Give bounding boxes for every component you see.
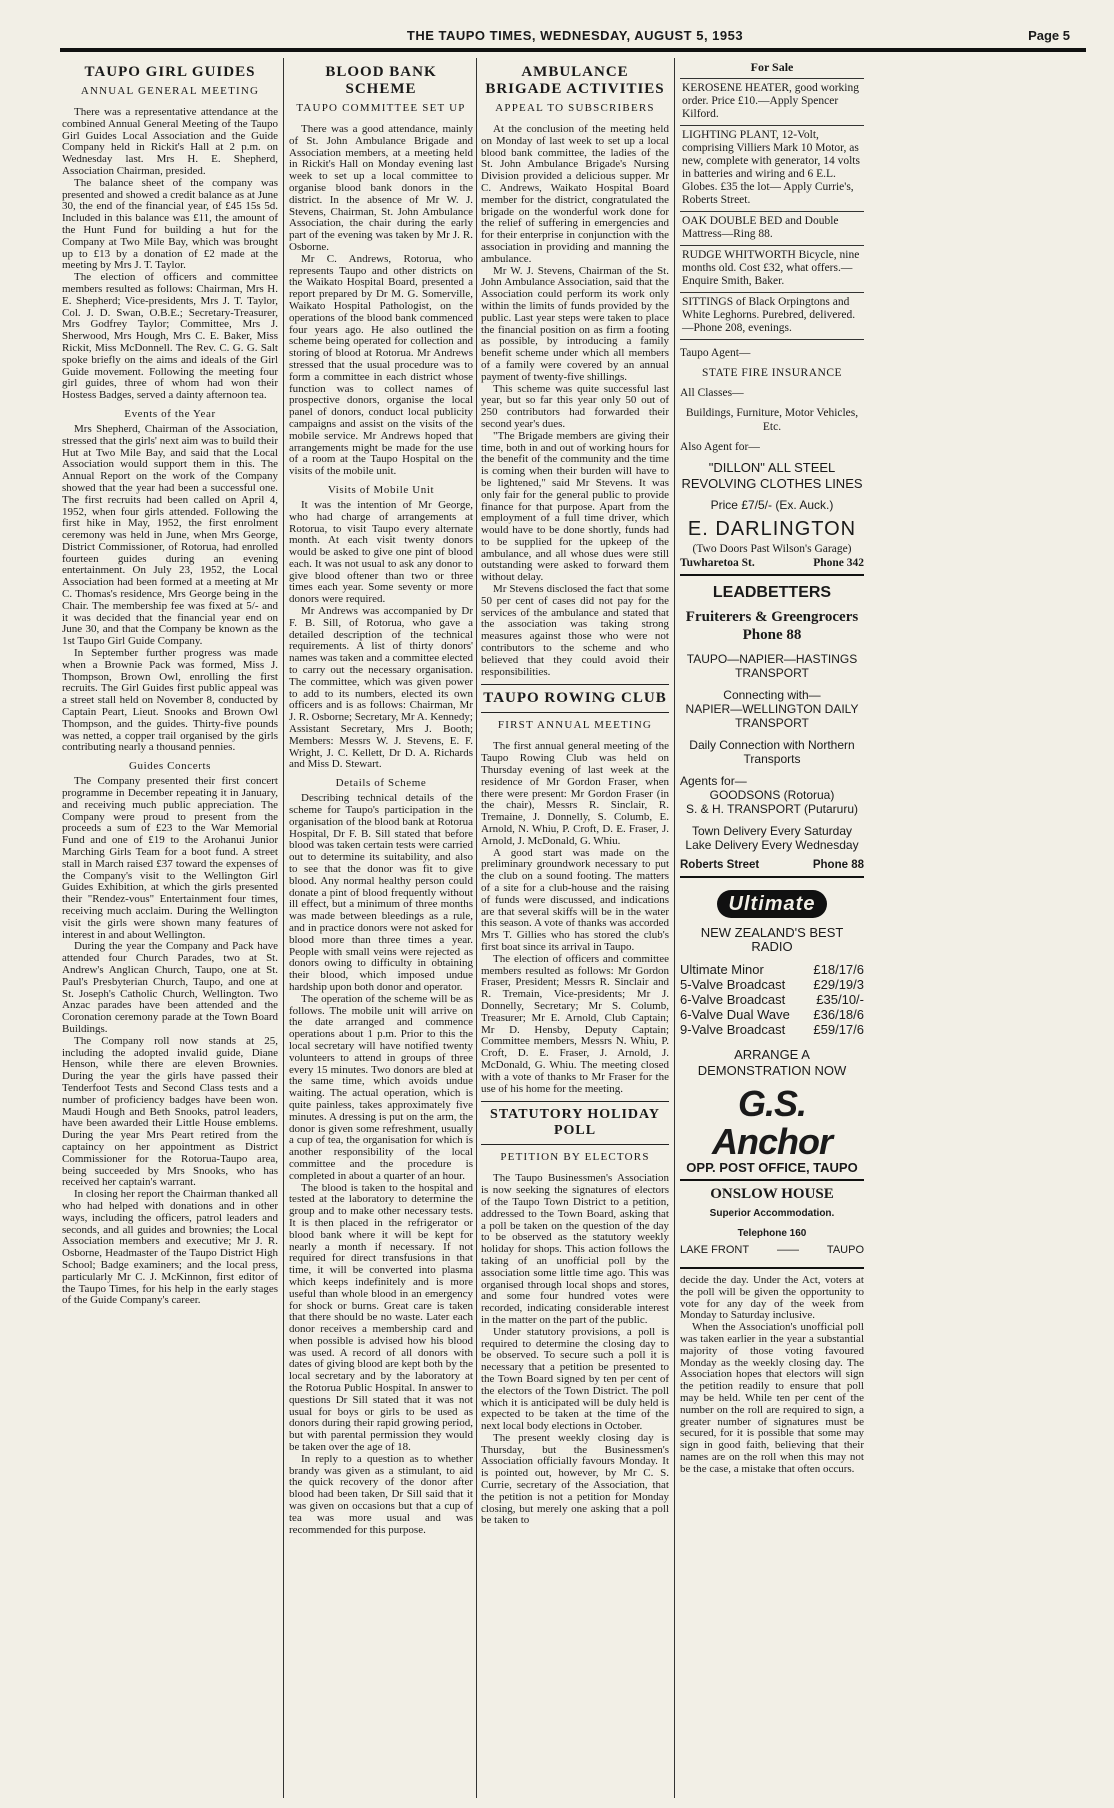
sf-phone: Phone 342 (813, 557, 864, 569)
masthead-rule (60, 48, 1086, 52)
sf-kinds: Buildings, Furniture, Motor Vehicles, Etc. (685, 407, 859, 433)
ultimate-tagline: NEW ZEALAND'S BEST RADIO (700, 925, 844, 954)
blood-para: Mr C. Andrews, Rotorua, who represents Taupo and other districts on the Waikato Hospital Board, presented a report prepared by Dr M. G. Somerville, Waikato Hospital Pathologist, on the operations of the blood bank commenced four years ago. He also outlined the scheme being operated for collection and storing of blood at Rotorua. Mr Andrews stressed that the usual procedure was to form a committee in each district whose function was to collect names of prospective donors, organise the local panel of donors, conduct local publicity campaigns and assist on the visits of the mobile service. Mr Andrews hoped that arrangements might be made for the use of a room at the Taupo Hospital on the visits of the mobile unit. (289, 252, 473, 478)
lb-agents: Agents for— (680, 774, 747, 788)
ultimate-radio-ad (680, 878, 864, 1181)
masthead (66, 28, 1084, 48)
poll-para: Under statutory provisions, a poll is required to determine the closing day to be observed. To secure such a poll it is necessary that a petition be presented to the Town Board signed by ten per cent of the electors of the Town District. The poll which it is anticipated will be duly held is expected to be taken at the time of the next local body elections in October. (481, 1325, 669, 1433)
lb-trade: Fruiterers & Greengrocers (685, 609, 859, 625)
gs-anchor-logo: G.S. Anchor (712, 1083, 832, 1162)
blood-para: The blood is taken to the hospital and tested at the laboratory to determine the group and to make other necessary tests. It is then placed in the refrigerator or blood bank where it will be kept for nearly a month if necessary. If not required for direct transfusions in that time, it will be converted into plasma which keeps indefinitely and is more useful than whole blood in an emergency for shock or burns. Great care is taken that there should be no waste. Later each donor receives a membership card and when possible is advised how his blood was used. A record of all donors with dates of giving blood are kept both by the local secretary and by the laboratory at the Rotorua Public Hospital. In answer to questions Dr Sill stated that it was not usual for boys or girls to be used as donors during their rapid growing period, but with parental permission they would be taken over the age of 18. (289, 1181, 473, 1454)
lb-transport: TAUPO—NAPIER—HASTINGS TRANSPORT (686, 652, 858, 680)
column-divider (674, 58, 675, 1798)
model-price: £59/17/6 (813, 1022, 864, 1037)
blood-para: Mr Andrews was accompanied by Dr F. B. Sill, of Rotorua, who gave a detailed description of the technical requirements. A list of thirty donors' names was taken and a committee elected to carry out the necessary organisation. The committee, which was given power to add to its numbers, elected its own officers and is as follows: Chairman, Mr J. R. Osborne; Secretary, Mr A. Kennedy; Assistant Secretary, Mrs J. Booth; Members: Messrs W. J. Stevens, E. F. Wright, J. C. Kellett, Dr D. A. Richards and Miss D. Stewart. (289, 605, 473, 771)
lb-lake: Lake Delivery Every Wednesday (685, 838, 859, 852)
price-row (680, 992, 864, 1007)
price-row (680, 1007, 864, 1022)
anchor-address: OPP. POST OFFICE, TAUPO (686, 1160, 858, 1175)
ambulance-para: "The Brigade members are giving their time, both in and out of working hours for the benefit of the community and the time is coming when their burden will have to be lightened," said Mr Stevens. It was only fair for the general public to provide finance for that purpose. Apart from the employment of a full time driver, which would have to be done shortly, funds had to be supplied for the upkeep of the ambulance, and all whose dues were still outstanding were asked to forward them without delay. (481, 429, 669, 584)
guides-para: There was a representative attendance at the combined Annual General Meeting of the Taupo Girl Guides Local Association and the Guide Company held in Rickit's Hall at 2 p.m. on Wednesday last. Mrs H. E. Shepherd, Association Chairman, presided. (62, 106, 278, 177)
guides-para: The Company presented their first concert programme in December repeating it in January, and receiving much public appreciation. The Company were proud to present from the proceeds a sum of £23 to the War Memorial Fund and one of £19 to the Arohanui Junior Marching Girls Team for a boot fund. A street stall in March raised £37 toward the expenses of the Company's visit to the Wellington Girl Guides Exhibition, at which the girls presented their "Rendez-vous" Entertainment four times, receiving much acclaim. During the Wellington visit the girls were shown many features of interest in and about Wellington. (62, 775, 278, 941)
lb-phone2: Phone 88 (812, 859, 864, 871)
sf-street: Tuwharetoa St. (680, 557, 755, 569)
ultimate-logo: Ultimate (717, 890, 827, 918)
sf-company: STATE FIRE INSURANCE (701, 367, 843, 379)
poll-para: The present weekly closing day is Thursday, but the Businessmen's Association officially favours Monday. It is pointed out, however, by Mr C. S. Currie, secretary of the Association, that the petition is not a petition for Monday closing, but merely one asking that a poll be taken to (481, 1431, 669, 1527)
guides-para: In closing her report the Chairman thanked all who had helped with donations and in other ways, including the officers, patrol leaders and seconds, and all guides and brownies; the Local Association members and executive; Mr J. R. Osborne, Headmaster of the Taupo District High School; Badge examiners; and the local press, particularly Mr C. J. McKinnon, first editor of the Taupo Times, for his help in the early stages of the Guide Company's career. (62, 1188, 278, 1307)
poll-headline: STATUTORY HOLIDAY POLL (490, 1107, 660, 1139)
classified-ad: KEROSENE HEATER, good working order. Price £10.—Apply Spencer Kilford. (680, 79, 864, 126)
column-ambulance (481, 58, 669, 1798)
lb-goodsons: GOODSONS (Rotorua) (709, 788, 835, 802)
onslow-house-ad (680, 1181, 864, 1261)
page-number: Page 5 (1028, 28, 1070, 43)
lb-connecting: Connecting with— (723, 688, 821, 702)
price-row (680, 1022, 864, 1037)
guides-para: The Company roll now stands at 25, including the adopted invalid guide, Diane Henson, while there are eleven Brownies. During the year the girls have passed their Tenderfoot Tests and Second Class tests and a number of proficiency badges have been won. Maudi Hough and Beth Snooks, patrol leaders, have been awarded their Little House emblems. During the year Mrs Peart retired from the captaincy on her appointment as District Commissioner for the Rotorua-Taupo area, being succeeded by Mrs Snooks, who has received her captain's warrant. (62, 1034, 278, 1189)
model-price: £36/18/6 (813, 1007, 864, 1022)
rowing-para: The first annual general meeting of the Taupo Rowing Club was held on Thursday evening of last week at the residence of Mr Gordon Fraser, when there were present: Mr Gordon Fraser (in the chair), Messrs R. Sinclair, R. Tremaine, J. Donnelly, S. Columb, E. Arnold, N. Whiu, P. Croft, D. E. Fraser, J. Arnold, J. McDonald, G. Whiu. (481, 740, 669, 847)
lb-sh: S. & H. TRANSPORT (Putaruru) (685, 802, 859, 816)
poll-header (481, 1101, 669, 1145)
masthead-title: THE TAUPO TIMES, WEDNESDAY, AUGUST 5, 1953 (406, 28, 744, 43)
ambulance-para: This scheme was quite successful last year, but so far this year only 50 out of 250 contributors had forwarded their second year's dues. (481, 382, 669, 430)
blood-para: In reply to a question as to whether brandy was given as a stimulant, to aid the quick recovery of the donor after blood had been taken, Dr Sill said that it was given on occasions but that a cup of tea was more usual and was recommended for this purpose. (289, 1452, 473, 1536)
blood-details-head: Details of Scheme (335, 777, 427, 790)
price-row (680, 977, 864, 992)
leadbetters-ad (680, 576, 864, 878)
sf-name: E. DARLINGTON (687, 518, 857, 540)
classified-ad: RUDGE WHITWORTH Bicycle, nine months old. Cost £32, what offers.—Enquire Smith, Baker. (680, 246, 864, 293)
blood-visits-head: Visits of Mobile Unit (327, 483, 435, 496)
column-guides (62, 58, 278, 1798)
sf-address: (Two Doors Past Wilson's Garage) (692, 543, 852, 555)
poll-para: decide the day. Under the Act, voters at the poll will be given the opportunity to vote for any day of the week from Monday to Saturday inclusive. (680, 1274, 864, 1322)
state-fire-ad (680, 340, 864, 576)
sf-classes: All Classes— (680, 387, 744, 399)
model-name: 6-Valve Dual Wave (680, 1007, 790, 1022)
column-divider (476, 58, 477, 1798)
onslow-dash: —— (777, 1244, 799, 1256)
onslow-telephone: Telephone 160 (737, 1228, 807, 1239)
guides-events-head: Events of the Year (124, 407, 216, 420)
guides-headline: TAUPO GIRL GUIDES (84, 64, 256, 80)
blood-para: The operation of the scheme will be as follows. The mobile unit will arrive on the date arranged and commence operations about 1 p.m. Prior to this the local secretary will have notified twenty volunteers to attend in groups of three every 15 minutes. Two donors are bled at the same time, which avoids undue waiting. The actual operation, which is quite painless, takes approximately five minutes. A dressing is put on the arm, the donor is given some refreshment, usually a cup of tea, the organisation for which is another responsibility of the local committee and the procedure is completed in about a quarter of an hour. (289, 992, 473, 1182)
rowing-headline: TAUPO ROWING CLUB (483, 690, 667, 707)
model-name: Ultimate Minor (680, 962, 764, 977)
classified-ad: OAK DOUBLE BED and Double Mattress—Ring 88. (680, 212, 864, 246)
ambulance-para: Mr Stevens disclosed the fact that some 50 per cent of cases did not pay for the services of the ambulance and stated that the association was taking strong measures against those who were not contributors to the scheme and who believed that they could avoid their responsibilities. (481, 583, 669, 678)
model-name: 9-Valve Broadcast (680, 1022, 786, 1037)
onslow-town: TAUPO (826, 1244, 864, 1256)
price-row (680, 962, 864, 977)
classified-ad: LIGHTING PLANT, 12-Volt, comprising Villiers Mark 10 Motor, as new, complete with generator, 14 volts in batteries and wiring and 6 E.L. Globes. £35 the lot— Apply Currie's, Roberts Street. (680, 126, 864, 212)
blood-para: Describing technical details of the scheme for Taupo's participation in the organisation of the blood bank at Rotorua Hospital, Dr F. B. Sill stated that before blood was taken certain tests were carried out to determine its suitability, and also to see that the donor was fit to give blood. Any normal healthy person could donate a pint of blood frequently without ill effect, but a minimum of three months was made between bleedings as a rule, and in practice donors were not asked for blood more than three times a year. People with small veins were rejected as donors owing to difficulty in obtaining their blood, which imposed undue hardship upon both donor and operator. (289, 792, 473, 993)
guides-para: Mrs Shepherd, Chairman of the Association, stressed that the girls' next aim was to build their Hut at Two Mile Bay, and said that the Local Association would support them in this. The Annual Report on the work of the Company showed that the year had been a successful one. The first recruits had been called on April 4, 1952, when four girls attended. Following the first hike in May, 1952, the first enrolment ceremony was held in June, when Mrs George, District Commissioner, of Rotorua, had enrolled fourteen guides during an evening entertainment. On July 23, 1952, the Local Association had been formed at a meeting at Mr C. Thomas's residence, Mrs George being in the Chair. The membership fee was fixed at 5/- and it was decided that the financial year end on June 30, and that the Company be known as the 1st Taupo Girl Guide Company. (62, 422, 278, 648)
sf-also: Also Agent for— (680, 441, 760, 453)
rowing-subhead: FIRST ANNUAL MEETING (497, 719, 653, 732)
rowing-para: A good start was made on the preliminary groundwork necessary to put the club on a sound footing. The matters of a site for a club-house and the raising of funds were discussed, and indications are that several skiffs will be in the water this season. A vote of thanks was accorded Mrs T. Gillies who has stored the club's first boat since its arrival in Taupo. (481, 846, 669, 953)
sf-agent: Taupo Agent— (680, 347, 751, 359)
poll-para: When the Association's unofficial poll was taken earlier in the year a substantial majority of those voting favoured Monday as the weekly closing day. The Association hopes that electors will sign the petition readily to ensure that poll may be held. While ten per cent of the number on the roll are required to sign, a greater number of signatures must be secured, for it is possible that some may sign in good faith, believing that their names are on the roll when this may not be the case, a mistake that often occurs. (680, 1321, 864, 1475)
lb-phone: Phone 88 (742, 627, 802, 643)
blood-headline: BLOOD BANK SCHEME (325, 64, 437, 97)
guides-para: The election of officers and committee members resulted as follows: Chairman, Mrs H. E. Shepherd; Vice-presidents, Mrs J. T. Taylor, Col. J. D. Swan, O.B.E.; Secretary-Treasurer, Mrs Godfrey Taylor; Committee, Mrs J. Sherwood, Mrs Hough, Mrs C. E. Baker, Miss Rickit, Miss McDonnell. The Rev. C. G. G. Salt spoke briefly on the aims and ideals of the Girl Guide movement. Following the meeting four girl guides, three of whom had won their Hostess Badges, served a dainty afternoon tea. (62, 271, 278, 402)
ambulance-para: At the conclusion of the meeting held on Monday of last week to set up a local blood bank committee, the ladies of the St. John Ambulance Brigade's Nursing Division provided a delicious supper. Mr C. Andrews, Waikato Hospital Board member for the district, congratulated the brigade on the wonderful work done for the relief of suffering in emergencies and for their enterprise in conjunction with the association in providing and manning the ambulance. (481, 123, 669, 265)
guides-para: During the year the Company and Pack have attended four Church Parades, two at St. Andrew's Anglican Church, Taupo, one at St. Paul's Presbyterian Church, Taupo, and one at St. Joseph's Catholic Church, Wellington. Two Anzac parades have been attended and the Coronation ceremony parade at the Town Board Buildings. (62, 940, 278, 1035)
lb-town: Town Delivery Every Saturday (691, 824, 853, 838)
onslow-superior: Superior Accommodation. (709, 1208, 835, 1219)
for-sale-heading: For Sale (680, 58, 864, 79)
model-name: 5-Valve Broadcast (680, 977, 786, 992)
model-name: 6-Valve Broadcast (680, 992, 786, 1007)
poll-continued (680, 1267, 864, 1476)
guides-para: In September further progress was made when a Brownie Pack was formed, Miss J. Thompson, Brown Owl, enrolling the first recruits. The Girl Guides first public appeal was a street stall held on November 8, conducted by Captain Peart, Lieut. Snooks and Brown Owl Thompson, and the guides. Thirty-five pounds was netted, a copper trail organised by the girls contributing nearly a thousand pennies. (62, 647, 278, 754)
sf-contact (680, 556, 864, 570)
onslow-location (680, 1243, 864, 1257)
lb-napier: NAPIER—WELLINGTON DAILY TRANSPORT (685, 702, 859, 730)
blood-para: There was a good attendance, mainly of St. John Ambulance Brigade and Association members, at a meeting held in Rickit's Hall on Monday evening last week to set up a local committee to organise blood bank donors in the district. In the absence of Mr W. J. Stevens, Chairman, St. John Ambulance Association, the chair during the early part of the evening was taken by Mr J. R. Osborne. (289, 123, 473, 253)
lb-name: LEADBETTERS (712, 584, 832, 601)
model-price: £18/17/6 (813, 962, 864, 977)
blood-para: It was the intention of Mr George, who had charge of arrangements at Rotorua, to visit Taupo every alternate month. At each visit twenty donors would be asked to give one pint of blood each. It was not usual to ask any donor to give blood oftener than two or three times each year. Some seventy or more donors were required. (289, 498, 473, 606)
blood-subhead: TAUPO COMMITTEE SET UP (296, 102, 466, 114)
guides-concerts-head: Guides Concerts (128, 760, 211, 773)
guides-para: The balance sheet of the company was presented and showed a credit balance as at June 30, the end of the financial year, of £45 15s 5d. Included in this balance was £11, the amount of the Hunt Fund for building a hut for the Company at Two Mile Bay, which was brought up to £13 by a donation of £2 made at the meeting by Mrs J. T. Taylor. (62, 176, 278, 272)
model-price: £35/10/- (816, 992, 864, 1007)
onslow-lake: LAKE FRONT (680, 1244, 750, 1256)
ultimate-demo: ARRANGE A DEMONSTRATION NOW (697, 1047, 847, 1078)
onslow-name: ONSLOW HOUSE (710, 1186, 834, 1202)
lb-contact (680, 858, 864, 872)
column-divider (283, 58, 284, 1798)
poll-subhead: PETITION BY ELECTORS (500, 1151, 650, 1164)
lb-street: Roberts Street (680, 859, 760, 871)
lb-daily: Daily Connection with Northern Transports (689, 738, 855, 766)
ambulance-headline: AMBULANCE BRIGADE ACTIVITIES (485, 64, 665, 97)
poll-para: The Taupo Businessmen's Association is now seeking the signatures of electors of the Taupo Town District to a petition, addressed to the Town Board, asking that a poll be taken on the question of the day to be observed as the statutory weekly holiday for shops. This action follows the taking of an unofficial poll by the association some little time ago. This was organised through local shops and stores, and some four hundred votes were recorded, indicating considerable interest in the matter on the part of the public. (481, 1172, 669, 1326)
sf-price: Price £7/5/- (Ex. Auck.) (710, 498, 834, 512)
rowing-para: The election of officers and committee members resulted as follows: Mr Gordon Fraser, President; Messrs R. Sinclair and R. Tremain, Vice-presidents; Mr J. Donnelly, Secretary; Mr S. Columb, Treasurer; Mr E. Arnold, Club Captain; Mr D. Hensby, Deputy Captain; Committee members, Messrs N. Whiu, P. Croft, D. E. Fraser, J. Arnold, J. McDonald, G. Whiu. The meeting closed with a vote of thanks to Mr Fraser for the use of his home for the meeting. (481, 952, 669, 1095)
column-blood-bank (289, 58, 473, 1798)
price-list (680, 962, 864, 1037)
ambulance-subhead: APPEAL TO SUBSCRIBERS (495, 102, 655, 114)
column-ads (680, 58, 864, 1798)
model-price: £29/19/3 (813, 977, 864, 992)
sf-dillon: "DILLON" ALL STEEL REVOLVING CLOTHES LINES (681, 460, 863, 491)
guides-subhead: ANNUAL GENERAL MEETING (80, 85, 260, 97)
ambulance-para: Mr W. J. Stevens, Chairman of the St. John Ambulance Association, said that the Association could perform its work only within the limits of funds provided by the public. Last year steps were taken to place the financial position on as firm a footing as possible, by introducing a family benefit scheme under which all members of a family were covered by an annual payment of twenty-five shillings. (481, 264, 669, 383)
rowing-header (481, 684, 669, 713)
classified-ad: SITTINGS of Black Orpingtons and White Leghorns. Purebred, delivered. —Phone 208, evenings. (680, 293, 864, 340)
